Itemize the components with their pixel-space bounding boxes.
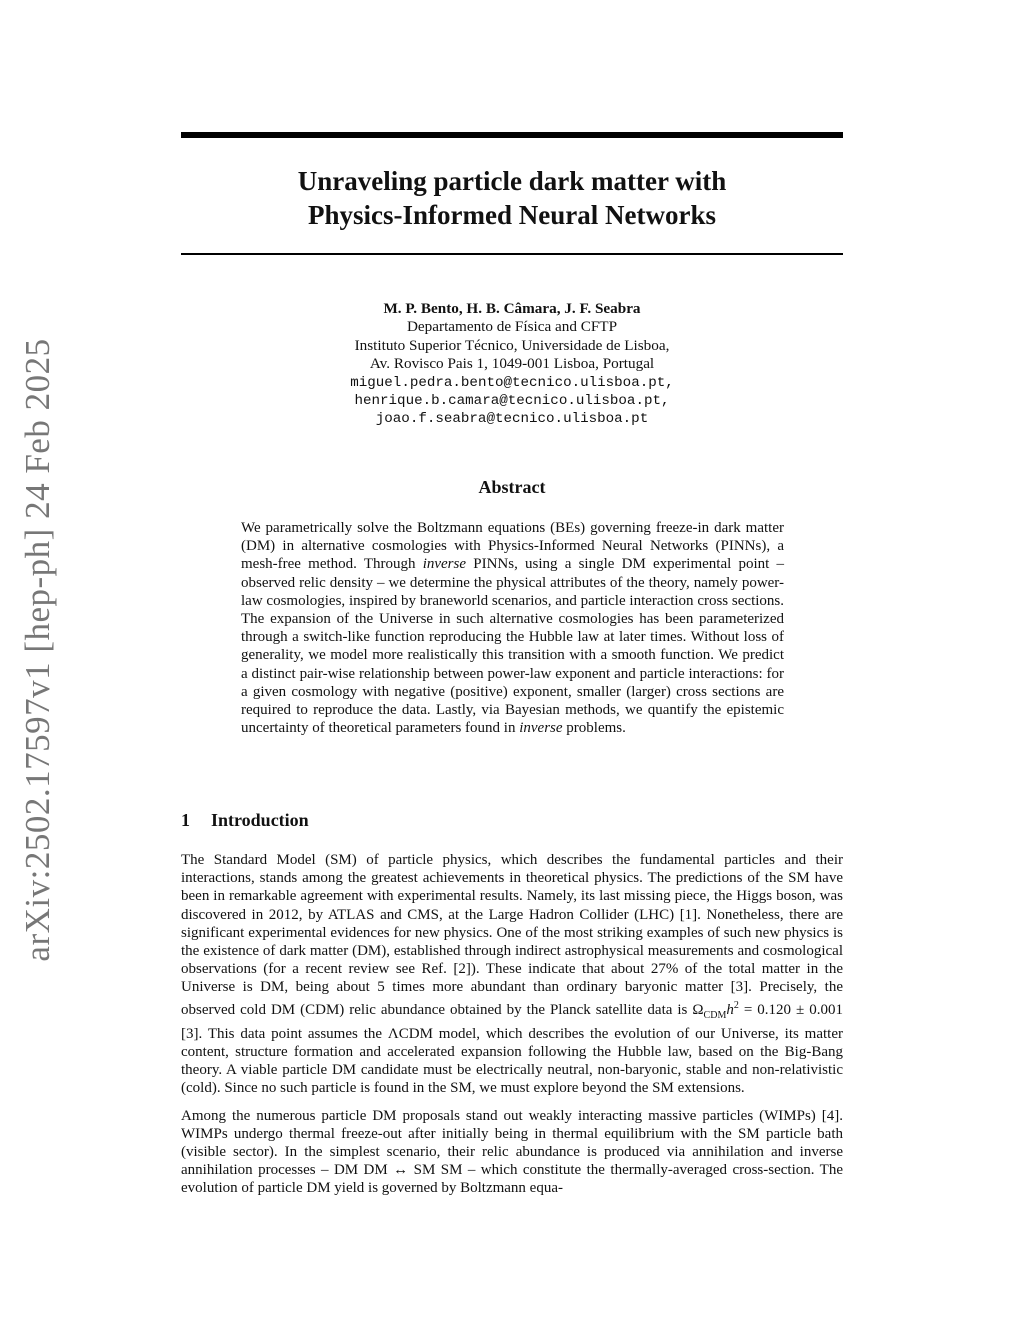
abstract-segment: problems. (562, 720, 626, 737)
paragraph-segment: = 0.120 ± 0.001 [3]. This data point assumes the ΛCDM model, which describes the evolution of our Universe, its matter content, structure formation and accelerated expansion following the Hubble law, based on the Big-Bang theory. A viable particle DM candidate must be electrically neutral, non-baryonic, stable and non-relativistic (cold). Since no such particle is found in the SM, we must explore beyond the SM extensions. (181, 1001, 843, 1097)
abstract-text (241, 519, 784, 737)
math-subscript: CDM (703, 1009, 727, 1021)
affiliation-line: Instituto Superior Técnico, Universidade de Lisboa, (354, 336, 670, 354)
section-number: 1 (181, 810, 190, 830)
paragraph: Among the numerous particle DM proposals stand out weakly interacting massive particles (WIMPs) [4]. WIMPs undergo thermal freeze-out after initially being in thermal equilibrium with the SM particle bath (visible sector). In the simplest scenario, their relic abundance is produced via annihilation and inverse annihilation processes – DM DM ↔ SM SM – which constitute the thermally-averaged cross-section. The evolution of particle DM yield is governed by Boltzmann equa- (181, 1107, 843, 1197)
author-email[interactable]: miguel.pedra.bento@tecnico.ulisboa.pt, (350, 374, 674, 391)
title-bottom-rule (181, 253, 843, 255)
abstract-segment: We parametrically solve the Boltzmann equations (BEs) governing freeze-in dark matter (DM) in alternative cosmologies with Physics-Informed Neural Networks (PINNs), a mesh-free method. Through (241, 520, 784, 573)
title-line-2: Physics-Informed Neural Networks (308, 200, 716, 230)
section-title: Introduction (211, 810, 309, 830)
abstract-segment: PINNs, using a single DM experimental point – observed relic density – we determine the physical attributes of the theory, namely power-law cosmologies, inspired by braneworld scenarios, and particle interaction cross sections. The expansion of the Universe in such alternative cosmologies has been parameterized through a switch-like function reproducing the Hubble law at later times. Without loss of generality, we model more realistically this transition with a smooth function. We predict a distinct pair-wise relationship between power-law exponent and particle interactions: for a given cosmology with negative (positive) exponent, smaller (larger) cross sections are required to reproduce the data. Lastly, via Bayesian methods, we quantify the epistemic uncertainty of theoretical parameters found in (241, 556, 785, 737)
introduction-body (181, 851, 843, 1207)
arxiv-identifier: arXiv:2502.17597v1 [hep-ph] 24 Feb 2025 (18, 338, 57, 962)
title-top-rule (181, 132, 843, 138)
math-variable: h (726, 1001, 734, 1018)
math-superscript: 2 (733, 999, 739, 1011)
abstract-emphasis: inverse (422, 556, 467, 573)
abstract-heading: Abstract (478, 477, 546, 497)
paragraph-segment: The Standard Model (SM) of particle physics, which describes the fundamental particles and their interactions, stands among the greatest achievements in theoretical physics. The predictions of the SM have been in remarkable agreement with experimental results. Namely, its last missing piece, the Higgs boson, was discovered in 2012, by ATLAS and CMS, at the Large Hadron Collider (LHC) [1]. Nonetheless, there are significant experimental evidences for new physics. One of the most striking examples of such new physics is the existence of dark matter (DM), established through indirect astrophysical measurements and cosmological observations (for a recent review see Ref. [2]). These indicate that about 27% of the total matter in the Universe is DM, being about 5 times more abundant than ordinary baryonic matter [3]. Precisely, the observed cold DM (CDM) relic abundance obtained by the Planck satellite data is Ω (181, 852, 843, 1018)
paper-title (181, 164, 843, 232)
title-line-1: Unraveling particle dark matter with (297, 166, 727, 196)
author-email[interactable]: henrique.b.camara@tecnico.ulisboa.pt, (354, 393, 670, 410)
paragraph (181, 851, 843, 1098)
abstract-emphasis: inverse (519, 720, 563, 737)
affiliation-line: Av. Rovisco Pais 1, 1049-001 Lisboa, Portugal (369, 355, 655, 373)
author-email[interactable]: joao.f.seabra@tecnico.ulisboa.pt (375, 411, 649, 428)
author-names: M. P. Bento, H. B. Câmara, J. F. Seabra (383, 300, 641, 317)
section-heading (181, 810, 309, 831)
author-block (181, 300, 843, 429)
affiliation-line: Departamento de Física and CFTP (406, 318, 618, 336)
